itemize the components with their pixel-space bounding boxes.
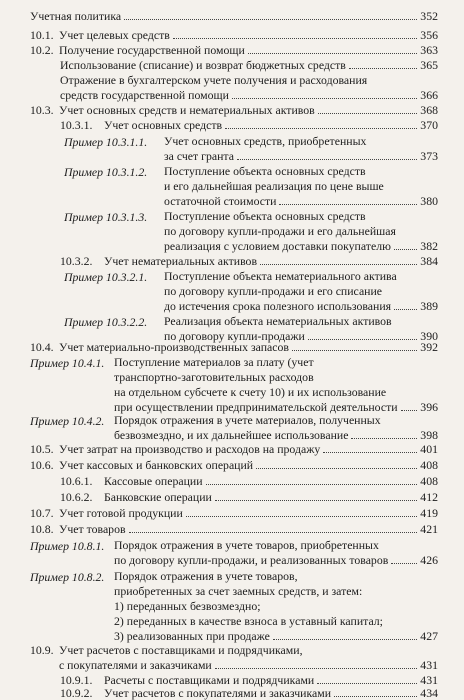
toc-title-line: с покупателями и заказчиками	[59, 658, 212, 672]
section-number: 10.9.	[30, 643, 54, 657]
toc-entry[interactable]	[164, 270, 438, 313]
toc-title-line: 3) реализованных при продаже	[114, 629, 270, 643]
toc-title-line: реализация с условием доставки покупателю	[164, 239, 391, 253]
toc-entry[interactable]	[30, 507, 438, 520]
toc-entry[interactable]	[164, 165, 438, 208]
page-number: 352	[420, 9, 438, 23]
toc-title: Учетная политика	[30, 9, 122, 23]
toc-title-line: Порядок отражения в учете материалов, полученных	[114, 413, 381, 427]
toc-title-line: Порядок отражения в учете товаров,	[114, 569, 298, 583]
toc-title: Учет нематериальных активов	[104, 254, 258, 268]
page-number: 370	[420, 118, 438, 132]
dot-leader	[225, 128, 417, 129]
toc-entry[interactable]	[30, 443, 438, 456]
dot-leader	[308, 339, 417, 340]
dot-leader	[391, 563, 417, 564]
dot-leader	[318, 113, 418, 114]
page-number: 382	[420, 239, 438, 253]
toc-title-line: по договору купли-продажи и его дальнейшая	[164, 224, 396, 238]
page-number: 398	[420, 428, 438, 442]
section-number: 10.3.1.	[60, 118, 93, 132]
section-number: 10.5.	[30, 442, 54, 456]
example-label: Пример 10.4.2.	[30, 414, 105, 428]
page-number: 389	[420, 299, 438, 313]
toc-entry[interactable]	[60, 491, 438, 504]
toc-entry[interactable]	[60, 687, 438, 700]
toc-title: Учет основных средств	[104, 118, 223, 132]
toc-title: Учет основных средств и нематериальных активов	[59, 103, 315, 117]
page-number: 434	[420, 686, 438, 700]
toc-entry[interactable]	[30, 341, 438, 354]
toc-entry-last-line	[164, 300, 438, 313]
page-number: 356	[420, 28, 438, 42]
toc-entry[interactable]	[30, 10, 438, 23]
section-number: 10.3.	[30, 103, 54, 117]
toc-title-line: приобретенных за счет заемных средств, и затем:	[114, 584, 363, 598]
example-label: Пример 10.8.1.	[30, 539, 105, 553]
page-number: 408	[420, 474, 438, 488]
page-number: 421	[420, 522, 438, 536]
page-number: 401	[420, 442, 438, 456]
toc-entry[interactable]	[114, 414, 438, 442]
example-label: Пример 10.3.1.3.	[64, 210, 148, 224]
toc-entry-last-line	[114, 630, 438, 643]
dot-leader	[186, 516, 417, 517]
dot-leader	[215, 500, 417, 501]
toc-title-line: Отражение в бухгалтерском учете получения и расходования	[60, 73, 368, 87]
dot-leader	[394, 309, 417, 310]
page-number: 390	[420, 329, 438, 343]
toc-title: Учет товаров	[59, 522, 126, 536]
dot-leader	[173, 38, 417, 39]
example-label: Пример 10.3.2.1.	[64, 270, 148, 284]
toc-entry-last-line	[60, 89, 438, 102]
toc-title-line: безвозмездно, и их дальнейшее использование	[114, 428, 349, 442]
toc-title: Учет кассовых и банковских операций	[59, 458, 254, 472]
toc-entry[interactable]	[114, 570, 438, 643]
page-number: 373	[420, 149, 438, 163]
toc-title: Расчеты с поставщиками и подрядчиками	[104, 673, 315, 687]
toc-title-line: при осуществлении предпринимательской деятельности	[114, 400, 398, 414]
example-label: Пример 10.3.2.2.	[64, 315, 148, 329]
dot-leader	[124, 19, 417, 20]
toc-title-line: Поступление материалов за плату (учет	[114, 355, 314, 369]
dot-leader	[215, 668, 418, 669]
dot-leader	[248, 53, 417, 54]
toc-title-line: Учет расчетов с поставщиками и подрядчиками,	[59, 643, 303, 657]
toc-entry[interactable]	[60, 119, 438, 132]
toc-title-line: Поступление объекта нематериального актива	[164, 269, 397, 283]
page-number: 380	[420, 194, 438, 208]
toc-entry[interactable]	[164, 315, 438, 343]
toc-title-line: по договору купли-продажи	[164, 329, 305, 343]
toc-title: Учет целевых средств	[59, 28, 170, 42]
dot-leader	[279, 204, 417, 205]
dot-leader	[334, 696, 417, 697]
toc-entry[interactable]	[114, 539, 438, 567]
dot-leader	[401, 410, 418, 411]
example-label: Пример 10.3.1.2.	[64, 165, 148, 179]
dot-leader	[349, 68, 417, 69]
toc-title: Получение государственной помощи	[59, 43, 245, 57]
example-label: Пример 10.3.1.1.	[64, 135, 148, 149]
toc-title-line: на отдельном субсчете к счету 10) и их использование	[114, 385, 387, 399]
page-number: 419	[420, 506, 438, 520]
dot-leader	[232, 98, 417, 99]
section-number: 10.9.2.	[60, 686, 93, 700]
toc-title: Использование (списание) и возврат бюджетных средств	[60, 58, 346, 72]
toc-title-line: остаточной стоимости	[164, 194, 277, 208]
dot-leader	[273, 639, 417, 640]
toc-entry[interactable]	[30, 104, 438, 117]
toc-title: Учет материально-производственных запасов	[59, 340, 289, 354]
toc-title-line: средств государственной помощи	[60, 88, 229, 102]
toc-title-line: до истечения срока полезного использования	[164, 299, 392, 313]
toc-title-line: по договору купли-продажи и его списание	[164, 284, 383, 298]
page-number: 365	[420, 58, 438, 72]
toc-entry[interactable]	[60, 255, 438, 268]
dot-leader	[317, 683, 417, 684]
toc-title-line: за счет гранта	[164, 149, 234, 163]
toc-entry-last-line	[164, 240, 438, 253]
page-number: 392	[420, 340, 438, 354]
section-number: 10.2.	[30, 43, 54, 57]
page-number: 431	[420, 673, 438, 687]
toc-entry[interactable]	[164, 210, 438, 253]
dot-leader	[256, 468, 417, 469]
page-number: 427	[420, 629, 438, 643]
dot-leader	[394, 249, 417, 250]
toc-entry[interactable]	[30, 44, 438, 57]
toc-entry[interactable]	[114, 356, 438, 414]
toc-title-line: Поступление объекта основных средств	[164, 164, 366, 178]
toc-title: Кассовые операции	[104, 474, 203, 488]
toc-title-line: Учет основных средств, приобретенных	[164, 134, 367, 148]
section-number: 10.8.	[30, 522, 54, 536]
example-label: Пример 10.8.2.	[30, 570, 105, 584]
section-number: 10.1.	[30, 28, 54, 42]
page-number: 412	[420, 490, 438, 504]
page-number: 368	[420, 103, 438, 117]
toc-title: Банковские операции	[104, 490, 212, 504]
dot-leader	[292, 350, 417, 351]
toc-entry-last-line	[114, 554, 438, 567]
dot-leader	[206, 484, 418, 485]
dot-leader	[323, 452, 417, 453]
section-number: 10.6.2.	[60, 490, 93, 504]
toc-title-line: 2) переданных в качестве взноса в уставный капитал;	[114, 614, 383, 628]
dot-leader	[260, 264, 417, 265]
page-number: 366	[420, 88, 438, 102]
toc-entry-last-line	[114, 429, 438, 442]
example-label: Пример 10.4.1.	[30, 356, 105, 370]
page-number: 408	[420, 458, 438, 472]
toc-title-line: 1) переданных безвозмездно;	[114, 599, 261, 613]
toc-entry[interactable]	[60, 74, 438, 102]
toc-entry[interactable]	[60, 475, 438, 488]
toc-entry[interactable]	[30, 29, 438, 42]
toc-entry-last-line	[164, 150, 438, 163]
toc-title-line: и его дальнейшая реализация по цене выше	[164, 179, 384, 193]
section-number: 10.7.	[30, 506, 54, 520]
toc-entry[interactable]	[30, 523, 438, 536]
dot-leader	[351, 438, 417, 439]
toc-title: Учет готовой продукции	[59, 506, 183, 520]
toc-entry[interactable]	[30, 459, 438, 472]
section-number: 10.9.1.	[60, 673, 93, 687]
toc-title: Учет затрат на производство и расходов на продажу	[59, 442, 321, 456]
page-number: 431	[420, 658, 438, 672]
toc-title-line: Поступление объекта основных средств	[164, 209, 366, 223]
toc-title: Учет расчетов с покупателями и заказчиками	[104, 686, 332, 700]
page-number: 426	[420, 553, 438, 567]
section-number: 10.4.	[30, 340, 54, 354]
toc-entry[interactable]	[60, 59, 438, 72]
toc-title-line: транспортно-заготовительных расходов	[114, 370, 314, 384]
section-number: 10.6.	[30, 458, 54, 472]
toc-entry-last-line	[59, 659, 438, 672]
dot-leader	[129, 532, 418, 533]
section-number: 10.3.2.	[60, 254, 93, 268]
toc-entry[interactable]	[164, 135, 438, 163]
toc-title-line: Порядок отражения в учете товаров, приобретенных	[114, 538, 379, 552]
toc-entry-last-line	[164, 195, 438, 208]
toc-title-line: по договору купли-продажи, и реализованных товаров	[114, 553, 389, 567]
toc-entry[interactable]	[59, 644, 438, 672]
dot-leader	[237, 159, 417, 160]
page-number: 396	[420, 400, 438, 414]
page-number: 384	[420, 254, 438, 268]
section-number: 10.6.1.	[60, 474, 93, 488]
toc-title-line: Реализация объекта нематериальных активов	[164, 314, 392, 328]
page-number: 363	[420, 43, 438, 57]
